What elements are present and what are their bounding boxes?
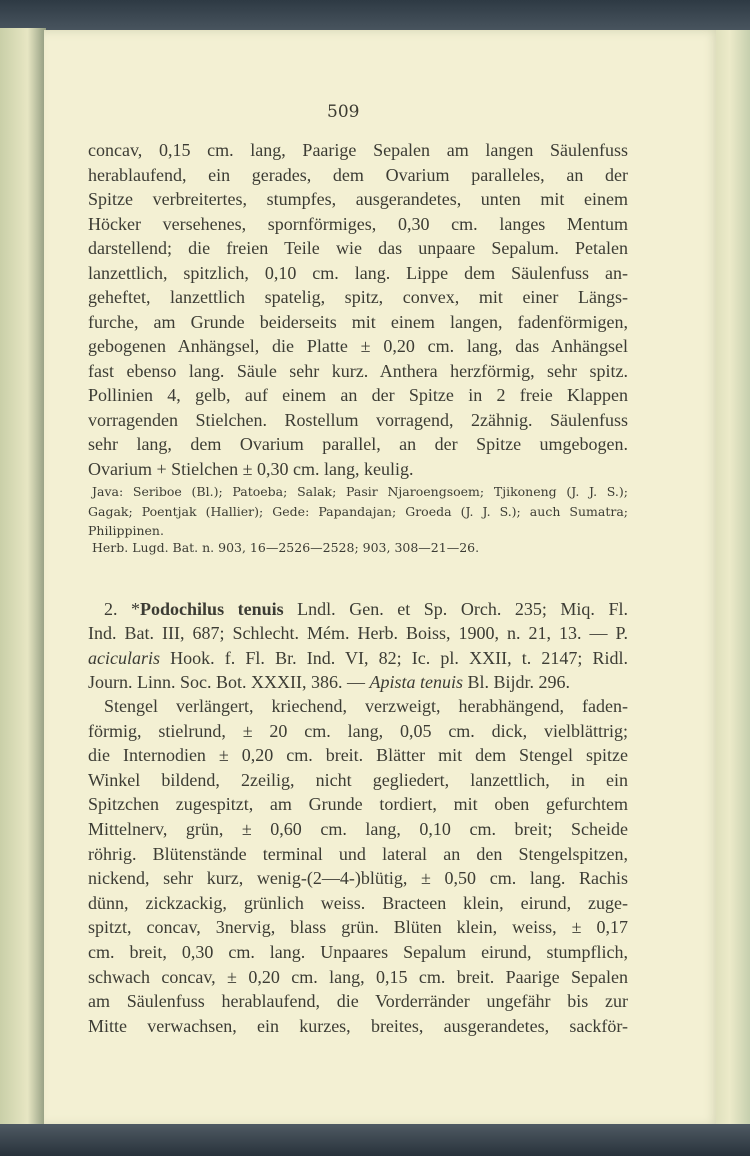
page-number: 509 (327, 102, 360, 122)
distribution-line: Java: Seriboe (Bl.); Patoeba; Salak; Pasir Njaroengsoem; Tjikoneng (J. J. S.); (92, 484, 628, 499)
distribution-line: Philippinen. (88, 523, 164, 538)
book-top-edge (0, 0, 750, 32)
text-line: gebogenen Anhängsel, die Platte ± 0,20 cm. lang, das Anhängsel (88, 336, 628, 356)
text-line: Mittelnerv, grün, ± 0,60 cm. lang, 0,10 cm. breit; Scheide (88, 819, 628, 839)
text-line: Mitte verwachsen, ein kurzes, breites, ausgerandetes, sackför- (88, 1015, 628, 1036)
text-line: Stengel verlängert, kriechend, verzweigt, herabhängend, faden- (104, 696, 628, 716)
text-line: röhrig. Blütenstände terminal und lateral an den Stengelspitzen, (88, 843, 628, 864)
text-line: am Säulenfuss herablaufend, die Vorderränder ungefähr bis zur (88, 991, 628, 1012)
text-line: spitzt, concav, 3nervig, blass grün. Blüten klein, weiss, ± 0,17 (88, 917, 628, 938)
text-line: schwach concav, ± 0,20 cm. lang, 0,15 cm. breit. Paarige Sepalen (88, 966, 628, 987)
text-line: fast ebenso lang. Säule sehr kurz. Anthera herzförmig, sehr spitz. (88, 360, 628, 381)
species-number: 2. * (104, 599, 141, 619)
text-line: furche, am Grunde beiderseits mit einem langen, fadenförmigen, (88, 311, 628, 332)
text-line: Spitze verbreitertes, stumpfes, ausgerandetes, unten mit einem (88, 189, 628, 209)
text-line: geheftet, lanzettlich spatelig, spitz, convex, mit einer Längs- (88, 287, 628, 307)
citation: Bl. Bijdr. 296. (463, 672, 571, 692)
text-line: nickend, sehr kurz, wenig-(2—4-)blütig, ± 0,50 cm. lang. Rachis (88, 868, 628, 889)
book-bottom-edge (0, 1124, 750, 1156)
text-line: Winkel bildend, 2zeilig, nicht gegliedert, lanzettlich, in ein (88, 769, 628, 790)
citation-line (88, 672, 628, 693)
distribution-line: Gagak; Poentjak (Hallier); Gede: Papandajan; Groeda (J. J. S.); auch Sumatra; (88, 504, 628, 519)
citation: Hook. f. Fl. Br. Ind. VI, 82; Ic. pl. XXII, t. 2147; Ridl. (160, 648, 628, 668)
citation-line: Ind. Bat. III, 687; Schlecht. Mém. Herb. Boiss, 1900, n. 21, 13. — P. (88, 623, 628, 643)
citation: Journ. Linn. Soc. Bot. XXXII, 386. — (88, 672, 370, 692)
text-line: die Internodien ± 0,20 cm. breit. Blätter mit dem Stengel spitze (88, 745, 628, 766)
right-page-edge (716, 30, 750, 1126)
text-line: herablaufend, ein gerades, dem Ovarium paralleles, an der (88, 164, 628, 185)
species-name: Podochilus tenuis (140, 599, 284, 619)
species-2-heading (104, 599, 628, 620)
synonym-name: Apista tenuis (369, 672, 463, 692)
citation-line (88, 648, 628, 669)
text-line: Pollinien 4, gelb, auf einem an der Spitze in 2 freie Klappen (88, 385, 628, 405)
text-line: concav, 0,15 cm. lang, Paarige Sepalen am langen Säulenfuss (88, 140, 628, 160)
text-line: dünn, zickzackig, grünlich weiss. Bracteen klein, eirund, zuge- (88, 892, 628, 913)
synonym-name: acicularis (88, 648, 160, 668)
text-line: lanzettlich, spitzlich, 0,10 cm. lang. Lippe dem Säulenfuss an- (88, 262, 628, 283)
text-line: cm. breit, 0,30 cm. lang. Unpaares Sepalum eirund, stumpflich, (88, 942, 628, 962)
text-line: Höcker versehenes, spornförmiges, 0,30 cm. langes Mentum (88, 213, 628, 234)
citation: Lndl. Gen. et Sp. Orch. 235; Miq. Fl. (283, 599, 628, 619)
text-line: darstellend; die freien Teile wie das unpaare Sepalum. Petalen (88, 238, 628, 258)
herbarium-reference: Herb. Lugd. Bat. n. 903, 16—2526—2528; 903, 308—21—26. (92, 540, 480, 555)
text-line: Spitzchen zugespitzt, am Grunde tordiert, mit oben gefurchtem (88, 794, 628, 815)
text-line: Ovarium + Stielchen ± 0,30 cm. lang, keulig. (88, 458, 414, 479)
text-line: vorragenden Stielchen. Rostellum vorragend, 2zähnig. Säulenfuss (88, 409, 628, 430)
left-page-edge (0, 28, 46, 1128)
text-line: förmig, stielrund, ± 20 cm. lang, 0,05 cm. dick, vielblättrig; (88, 720, 628, 741)
text-line: sehr lang, dem Ovarium parallel, an der Spitze umgebogen. (88, 434, 628, 454)
